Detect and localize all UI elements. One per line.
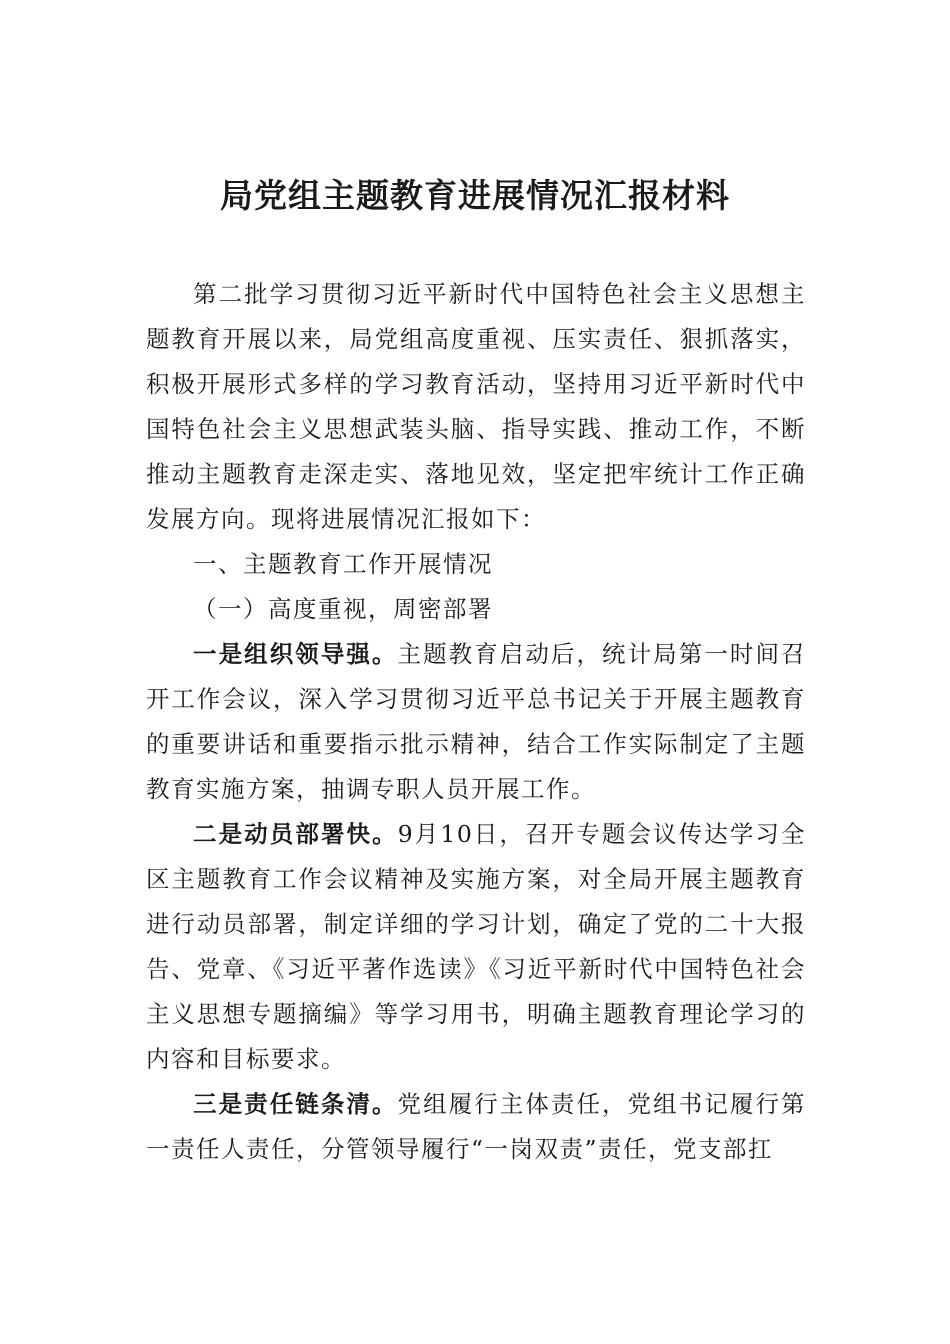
document-body xyxy=(146,272,806,1172)
point-text-1: 主题教育启动后，统计局第一时间召开工作会议，深入学习贯彻习近平总书记关于开展主题教育的重要讲话和重要指示批示精神，结合工作实际制定了主题教育实施方案，抽调专职人员开展工作。 xyxy=(146,640,807,803)
document-title: 局党组主题教育进展情况汇报材料 xyxy=(220,176,730,215)
intro-paragraph: 第二批学习贯彻习近平新时代中国特色社会主义思想主题教育开展以来，局党组高度重视、压实责任、狠抓落实，积极开展形式多样的学习教育活动，坚持用习近平新时代中国特色社会主义思想武装头脑、指导实践、推动工作，不断推动主题教育走深走实、落地见效，坚定把牢统计工作正确发展方向。现将进展情况汇报如下： xyxy=(146,280,806,533)
point-paragraph-2 xyxy=(146,812,806,1082)
point-paragraph-1 xyxy=(146,632,806,812)
subsection-heading: （一）高度重视，周密部署 xyxy=(193,595,493,623)
point-text-2: 9月10日，召开专题会议传达学习全区主题教育工作会议精神及实施方案，对全局开展主题教育进行动员部署，制定详细的学习计划，确定了党的二十大报告、党章、《习近平著作选读》《习近平新时代中国特色社会主义思想专题摘编》等学习用书，明确主题教育理论学习的内容和目标要求。 xyxy=(146,820,806,1073)
point-lead-1: 一是组织领导强。 xyxy=(193,640,398,668)
point-lead-3: 三是责任链条清。 xyxy=(193,1090,398,1118)
point-lead-2: 二是动员部署快。 xyxy=(193,820,398,848)
point-paragraph-3 xyxy=(146,1082,806,1172)
point-text-3: 党组履行主体责任，党组书记履行第一责任人责任，分管领导履行“一岗双责”责任，党支部扛 xyxy=(146,1090,807,1163)
section-heading: 一、主题教育工作开展情况 xyxy=(193,550,493,578)
